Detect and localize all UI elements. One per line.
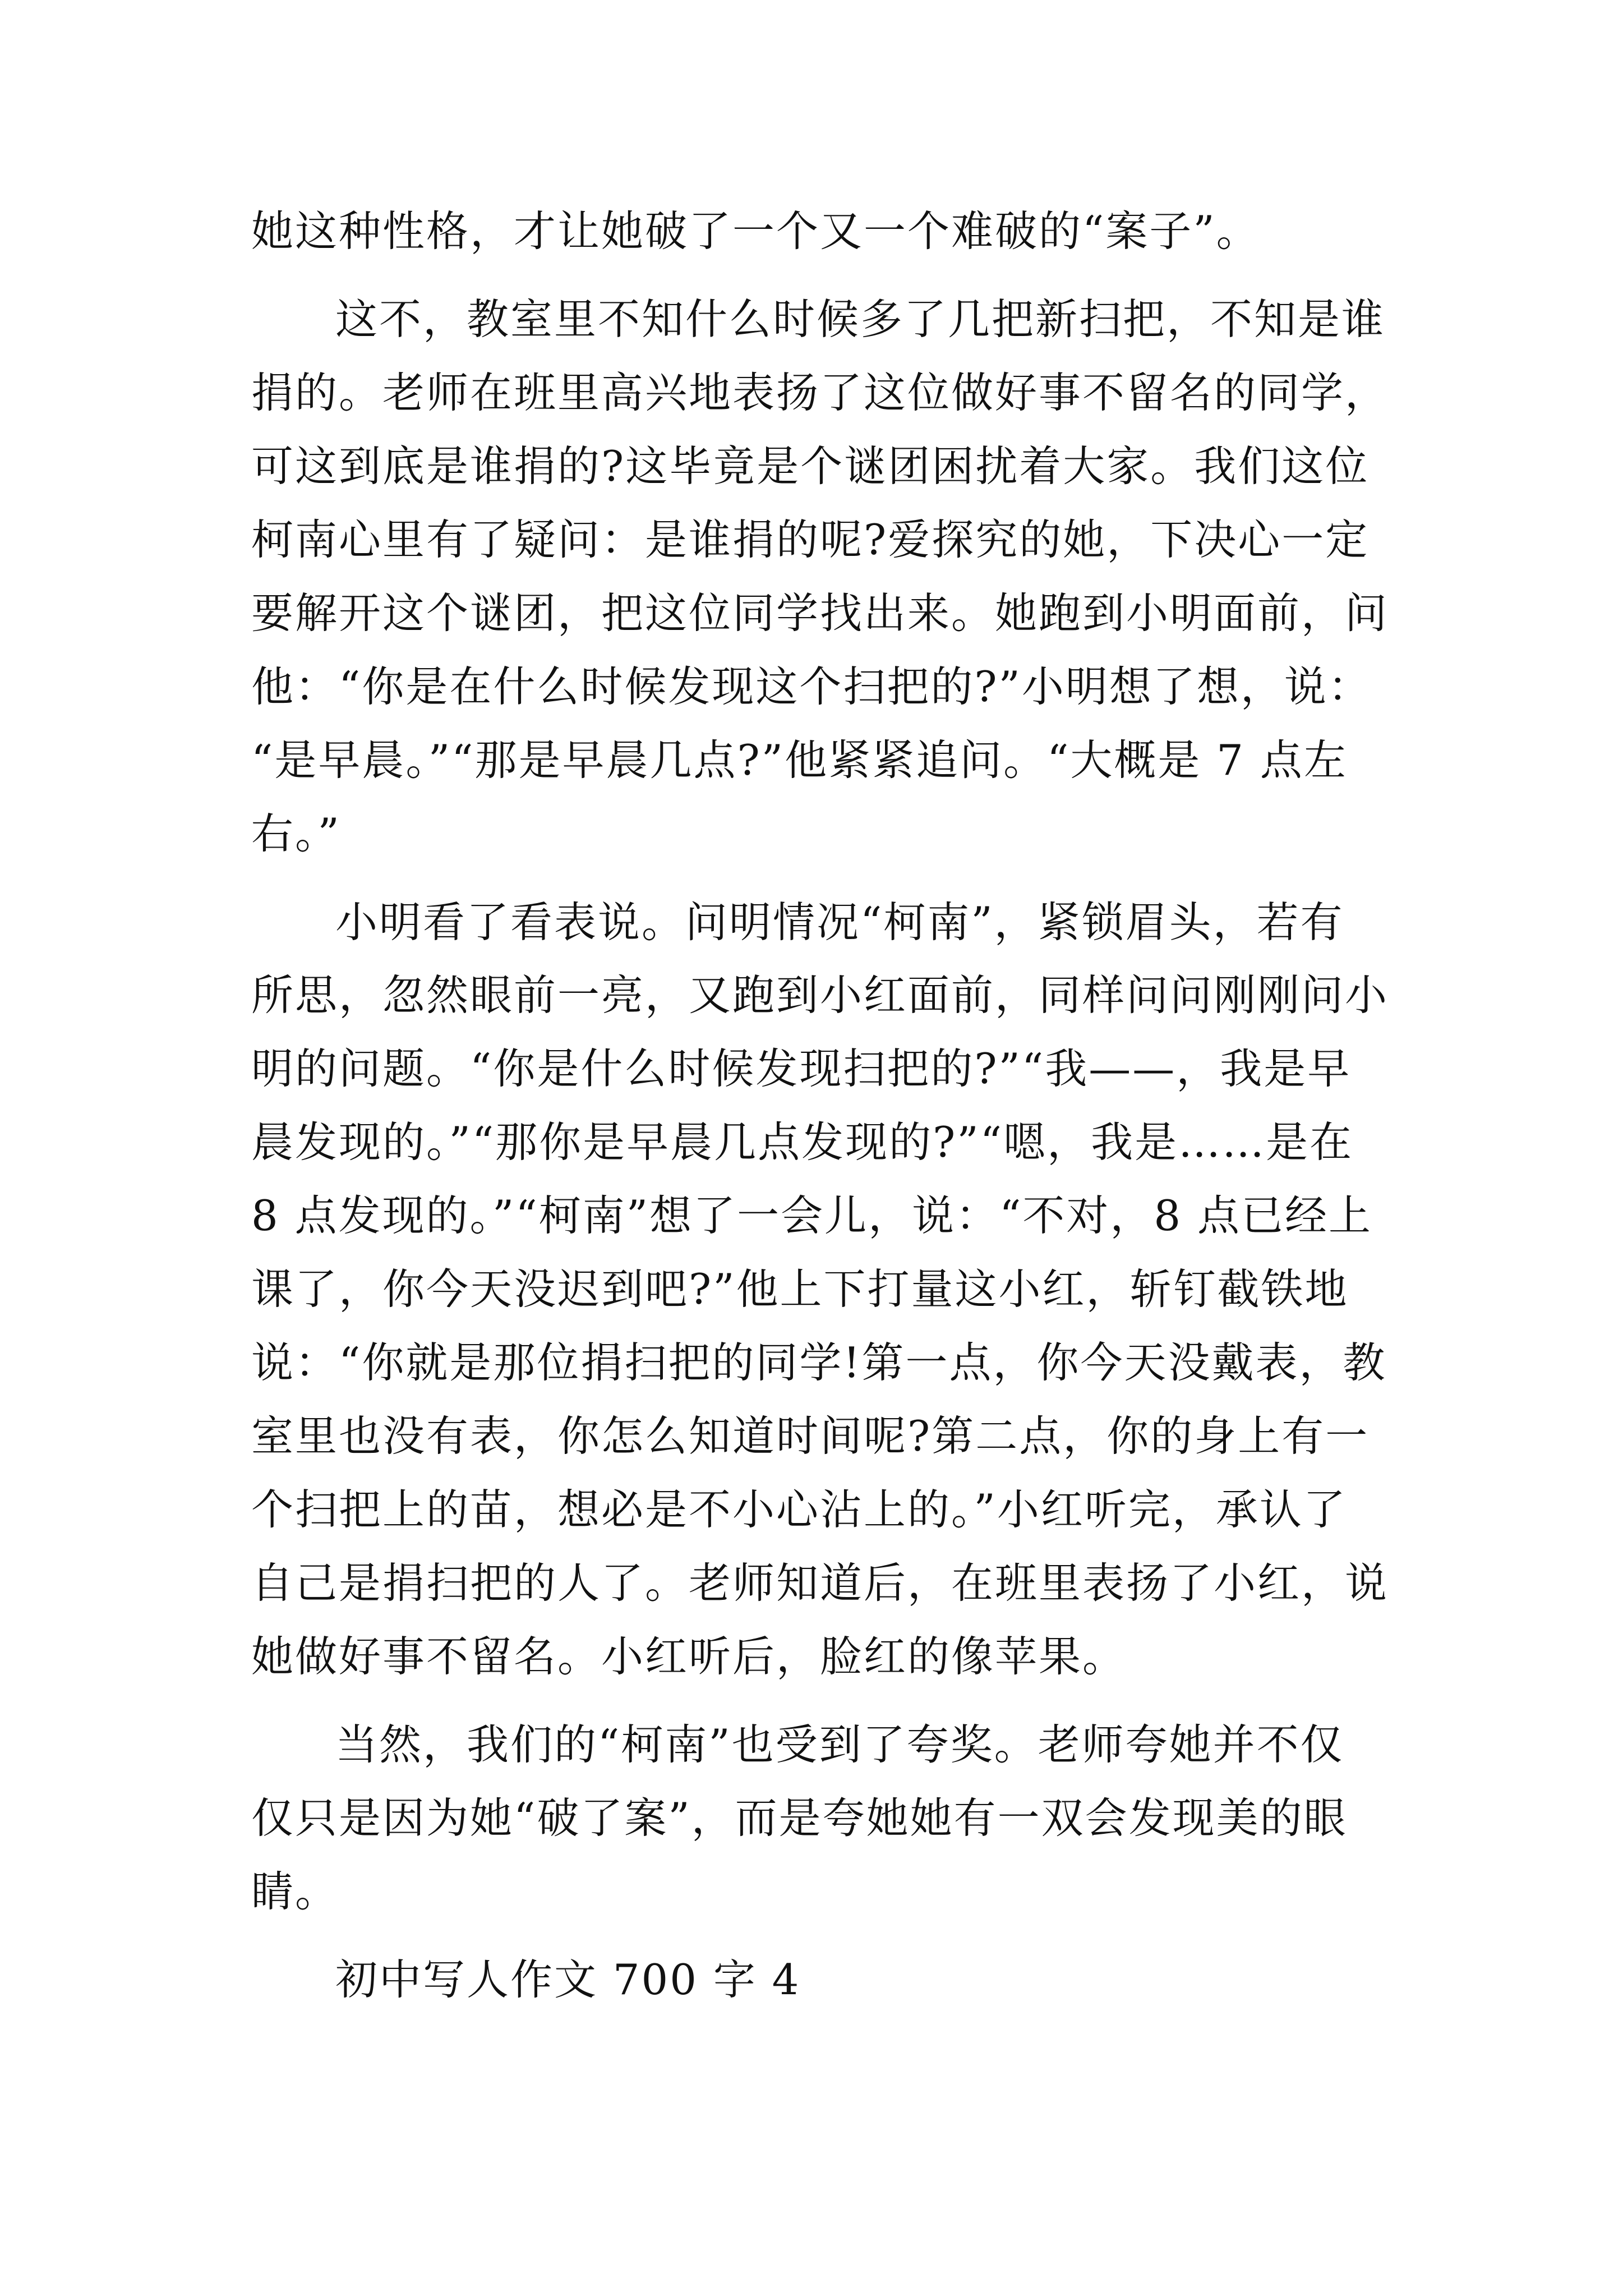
text-line: 柯南心里有了疑问：是谁捐的呢?爱探究的她，下决心一定 bbox=[251, 515, 1370, 564]
text-line: 右。” bbox=[251, 809, 341, 858]
text-line: 室里也没有表，你怎么知道时间呢?第二点，你的身上有一 bbox=[251, 1411, 1370, 1461]
text-line: 捐的。老师在班里高兴地表扬了这位做好事不留名的同学， bbox=[251, 368, 1389, 417]
paragraph-start-line: 这不，教室里不知什么时候多了几把新扫把，不知是谁 bbox=[335, 295, 1386, 344]
paragraph-start-line: 当然，我们的“柯南”也受到了夸奖。老师夸她并不仅 bbox=[335, 1720, 1344, 1769]
text-line: 要解开这个谜团，把这位同学找出来。她跑到小明面前，问 bbox=[251, 588, 1389, 638]
text-line: 明的问题。“你是什么时候发现扫把的?”“我——，我是早 bbox=[251, 1044, 1352, 1093]
text-line: 仅只是因为她“破了案”，而是夸她她有一双会发现美的眼 bbox=[251, 1793, 1348, 1843]
text-line: 自己是捐扫把的人了。老师知道后，在班里表扬了小红，说 bbox=[251, 1558, 1389, 1608]
text-line: 可这到底是谁捐的?这毕竟是个谜团困扰着大家。我们这位 bbox=[251, 441, 1370, 491]
text-line: 她这种性格，才让她破了一个又一个难破的“案子”。 bbox=[251, 206, 1260, 256]
paragraph-start-line: 小明看了看表说。问明情况“柯南”，紧锁眉头，若有 bbox=[335, 898, 1344, 947]
section-heading: 初中写人作文 700 字 4 bbox=[335, 1955, 801, 2004]
text-line: 所思，忽然眼前一亮，又跑到小红面前，同样问问刚刚问小 bbox=[251, 970, 1389, 1020]
text-line: 睛。 bbox=[251, 1867, 339, 1916]
text-line: 晨发现的。”“那你是早晨几点发现的?”“嗯，我是……是在 bbox=[251, 1117, 1354, 1167]
text-line: 他：“你是在什么时候发现这个扫把的?”小明想了想，说： bbox=[251, 662, 1372, 711]
text-line: “是早晨。”“那是早晨几点?”他紧紧追问。“大概是 7 点左 bbox=[251, 735, 1348, 785]
text-line: 她做好事不留名。小红听后，脸红的像苹果。 bbox=[251, 1632, 1127, 1681]
text-line: 8 点发现的。”“柯南”想了一会儿，说：“不对，8 点已经上 bbox=[251, 1191, 1372, 1240]
text-line: 个扫把上的苗，想必是不小心沾上的。”小红听完，承认了 bbox=[251, 1485, 1347, 1534]
text-line: 课了，你今天没迟到吧?”他上下打量这小红，斩钉截铁地 bbox=[251, 1264, 1349, 1314]
text-line: 说：“你就是那位捐扫把的同学!第一点，你今天没戴表，教 bbox=[251, 1338, 1387, 1387]
